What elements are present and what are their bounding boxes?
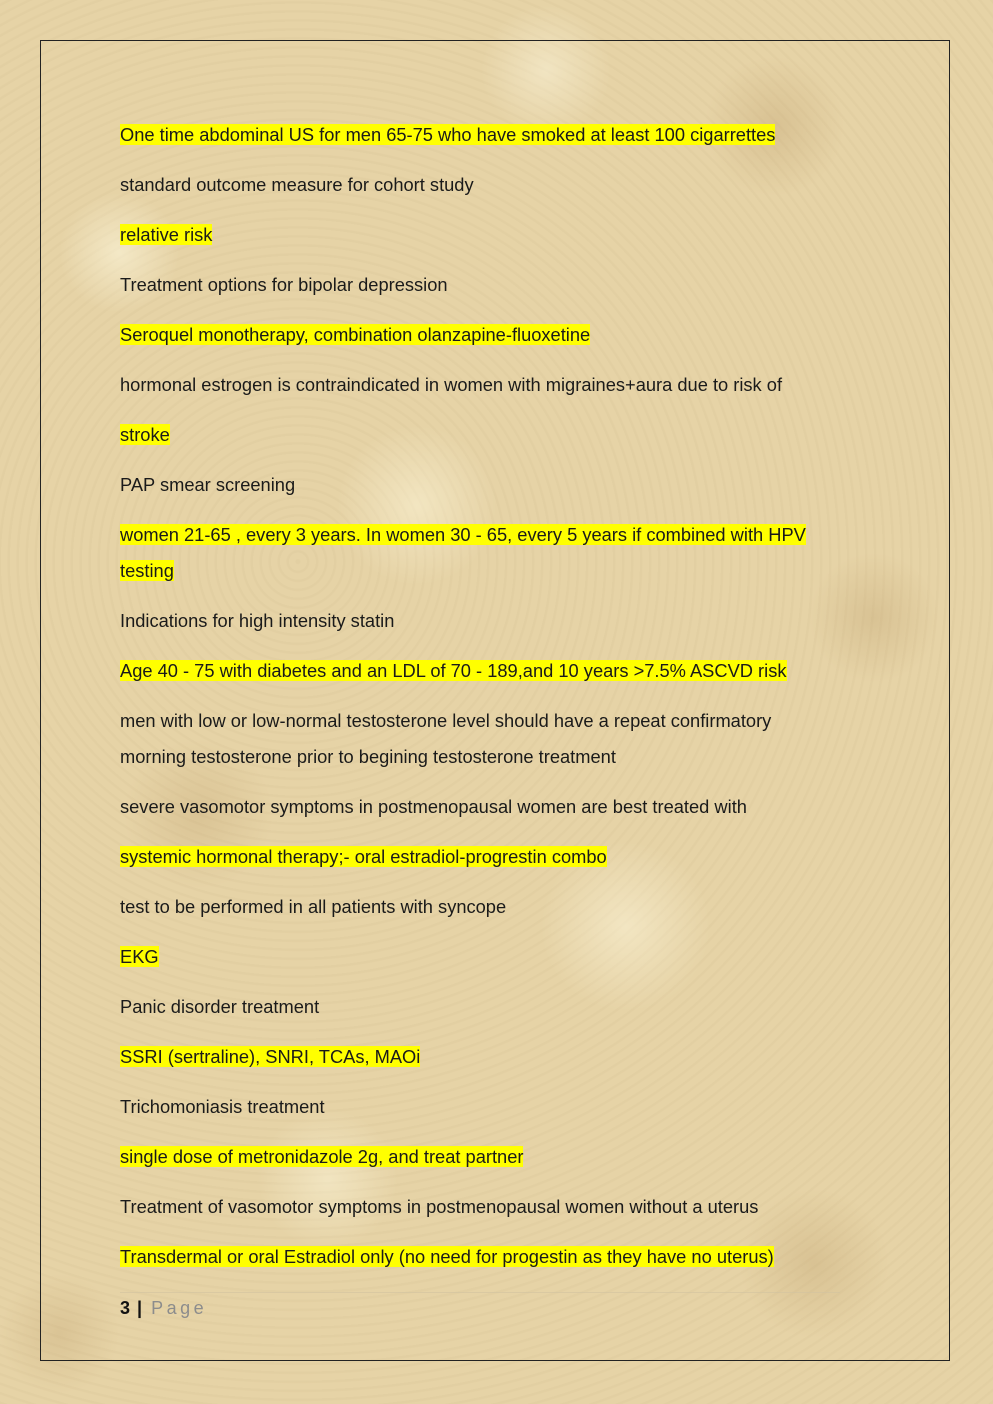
entry-text: stroke: [120, 424, 170, 445]
entry-pap-question: [120, 467, 840, 503]
page-separator: |: [137, 1298, 143, 1318]
entry-text: Seroquel monotherapy, combination olanzapine-fluoxetine: [120, 324, 591, 345]
entry-pap-answer: [120, 517, 840, 589]
entry-no-uterus-answer: [120, 1239, 840, 1275]
entry-text: single dose of metronidazole 2g, and treat partner: [120, 1146, 524, 1167]
entry-no-uterus-question: [120, 1189, 840, 1225]
entry-text: One time abdominal US for men 65-75 who have smoked at least 100 cigarrettes: [120, 124, 776, 145]
document-body: [120, 117, 840, 1289]
entry-statin-question: [120, 603, 840, 639]
entry-trich-answer: [120, 1139, 840, 1175]
page-number: 3: [120, 1298, 131, 1318]
entry-text: Age 40 - 75 with diabetes and an LDL of 70 - 189,and 10 years >7.5% ASCVD risk: [120, 660, 787, 681]
entry-text: hormonal estrogen is contraindicated in women with migraines+aura due to risk of: [120, 374, 783, 395]
entry-text: severe vasomotor symptoms in postmenopausal women are best treated with: [120, 796, 747, 817]
entry-estrogen-question: [120, 367, 840, 403]
entry-text: relative risk: [120, 224, 213, 245]
entry-text: SSRI (sertraline), SNRI, TCAs, MAOi: [120, 1046, 421, 1067]
entry-text: Trichomoniasis treatment: [120, 1096, 325, 1117]
entry-bipolar-answer: [120, 317, 840, 353]
entry-text: PAP smear screening: [120, 474, 296, 495]
entry-syncope-answer: [120, 939, 840, 975]
entry-text: EKG: [120, 946, 159, 967]
page-footer: [120, 1292, 840, 1323]
entry-text: standard outcome measure for cohort study: [120, 174, 474, 195]
entry-estrogen-answer: [120, 417, 840, 453]
entry-trich-question: [120, 1089, 840, 1125]
entry-vasomotor-question: [120, 789, 840, 825]
entry-bipolar-question: [120, 267, 840, 303]
entry-vasomotor-answer: [120, 839, 840, 875]
entry-text: women 21-65 , every 3 years. In women 30 - 65, every 5 years if combined with HPV testing: [120, 524, 806, 581]
entry-text: Treatment of vasomotor symptoms in postmenopausal women without a uterus: [120, 1196, 759, 1217]
entry-text: Indications for high intensity statin: [120, 610, 395, 631]
entry-text: Treatment options for bipolar depression: [120, 274, 448, 295]
entry-panic-question: [120, 989, 840, 1025]
entry-text: test to be performed in all patients with syncope: [120, 896, 507, 917]
entry-cohort-outcome-question: [120, 167, 840, 203]
entry-testosterone-note: [120, 703, 840, 775]
entry-text: Transdermal or oral Estradiol only (no need for progestin as they have no uterus): [120, 1246, 774, 1267]
entry-text: systemic hormonal therapy;- oral estradiol-progrestin combo: [120, 846, 607, 867]
entry-statin-answer: [120, 653, 840, 689]
page-label: Page: [151, 1298, 208, 1318]
entry-text: men with low or low-normal testosterone level should have a repeat confirmatory morning testosterone prior to begining testosterone treatment: [120, 710, 772, 767]
entry-cohort-outcome-answer: [120, 217, 840, 253]
entry-panic-answer: [120, 1039, 840, 1075]
entry-aaa-screening-answer: [120, 117, 840, 153]
entry-syncope-question: [120, 889, 840, 925]
entry-text: Panic disorder treatment: [120, 996, 320, 1017]
